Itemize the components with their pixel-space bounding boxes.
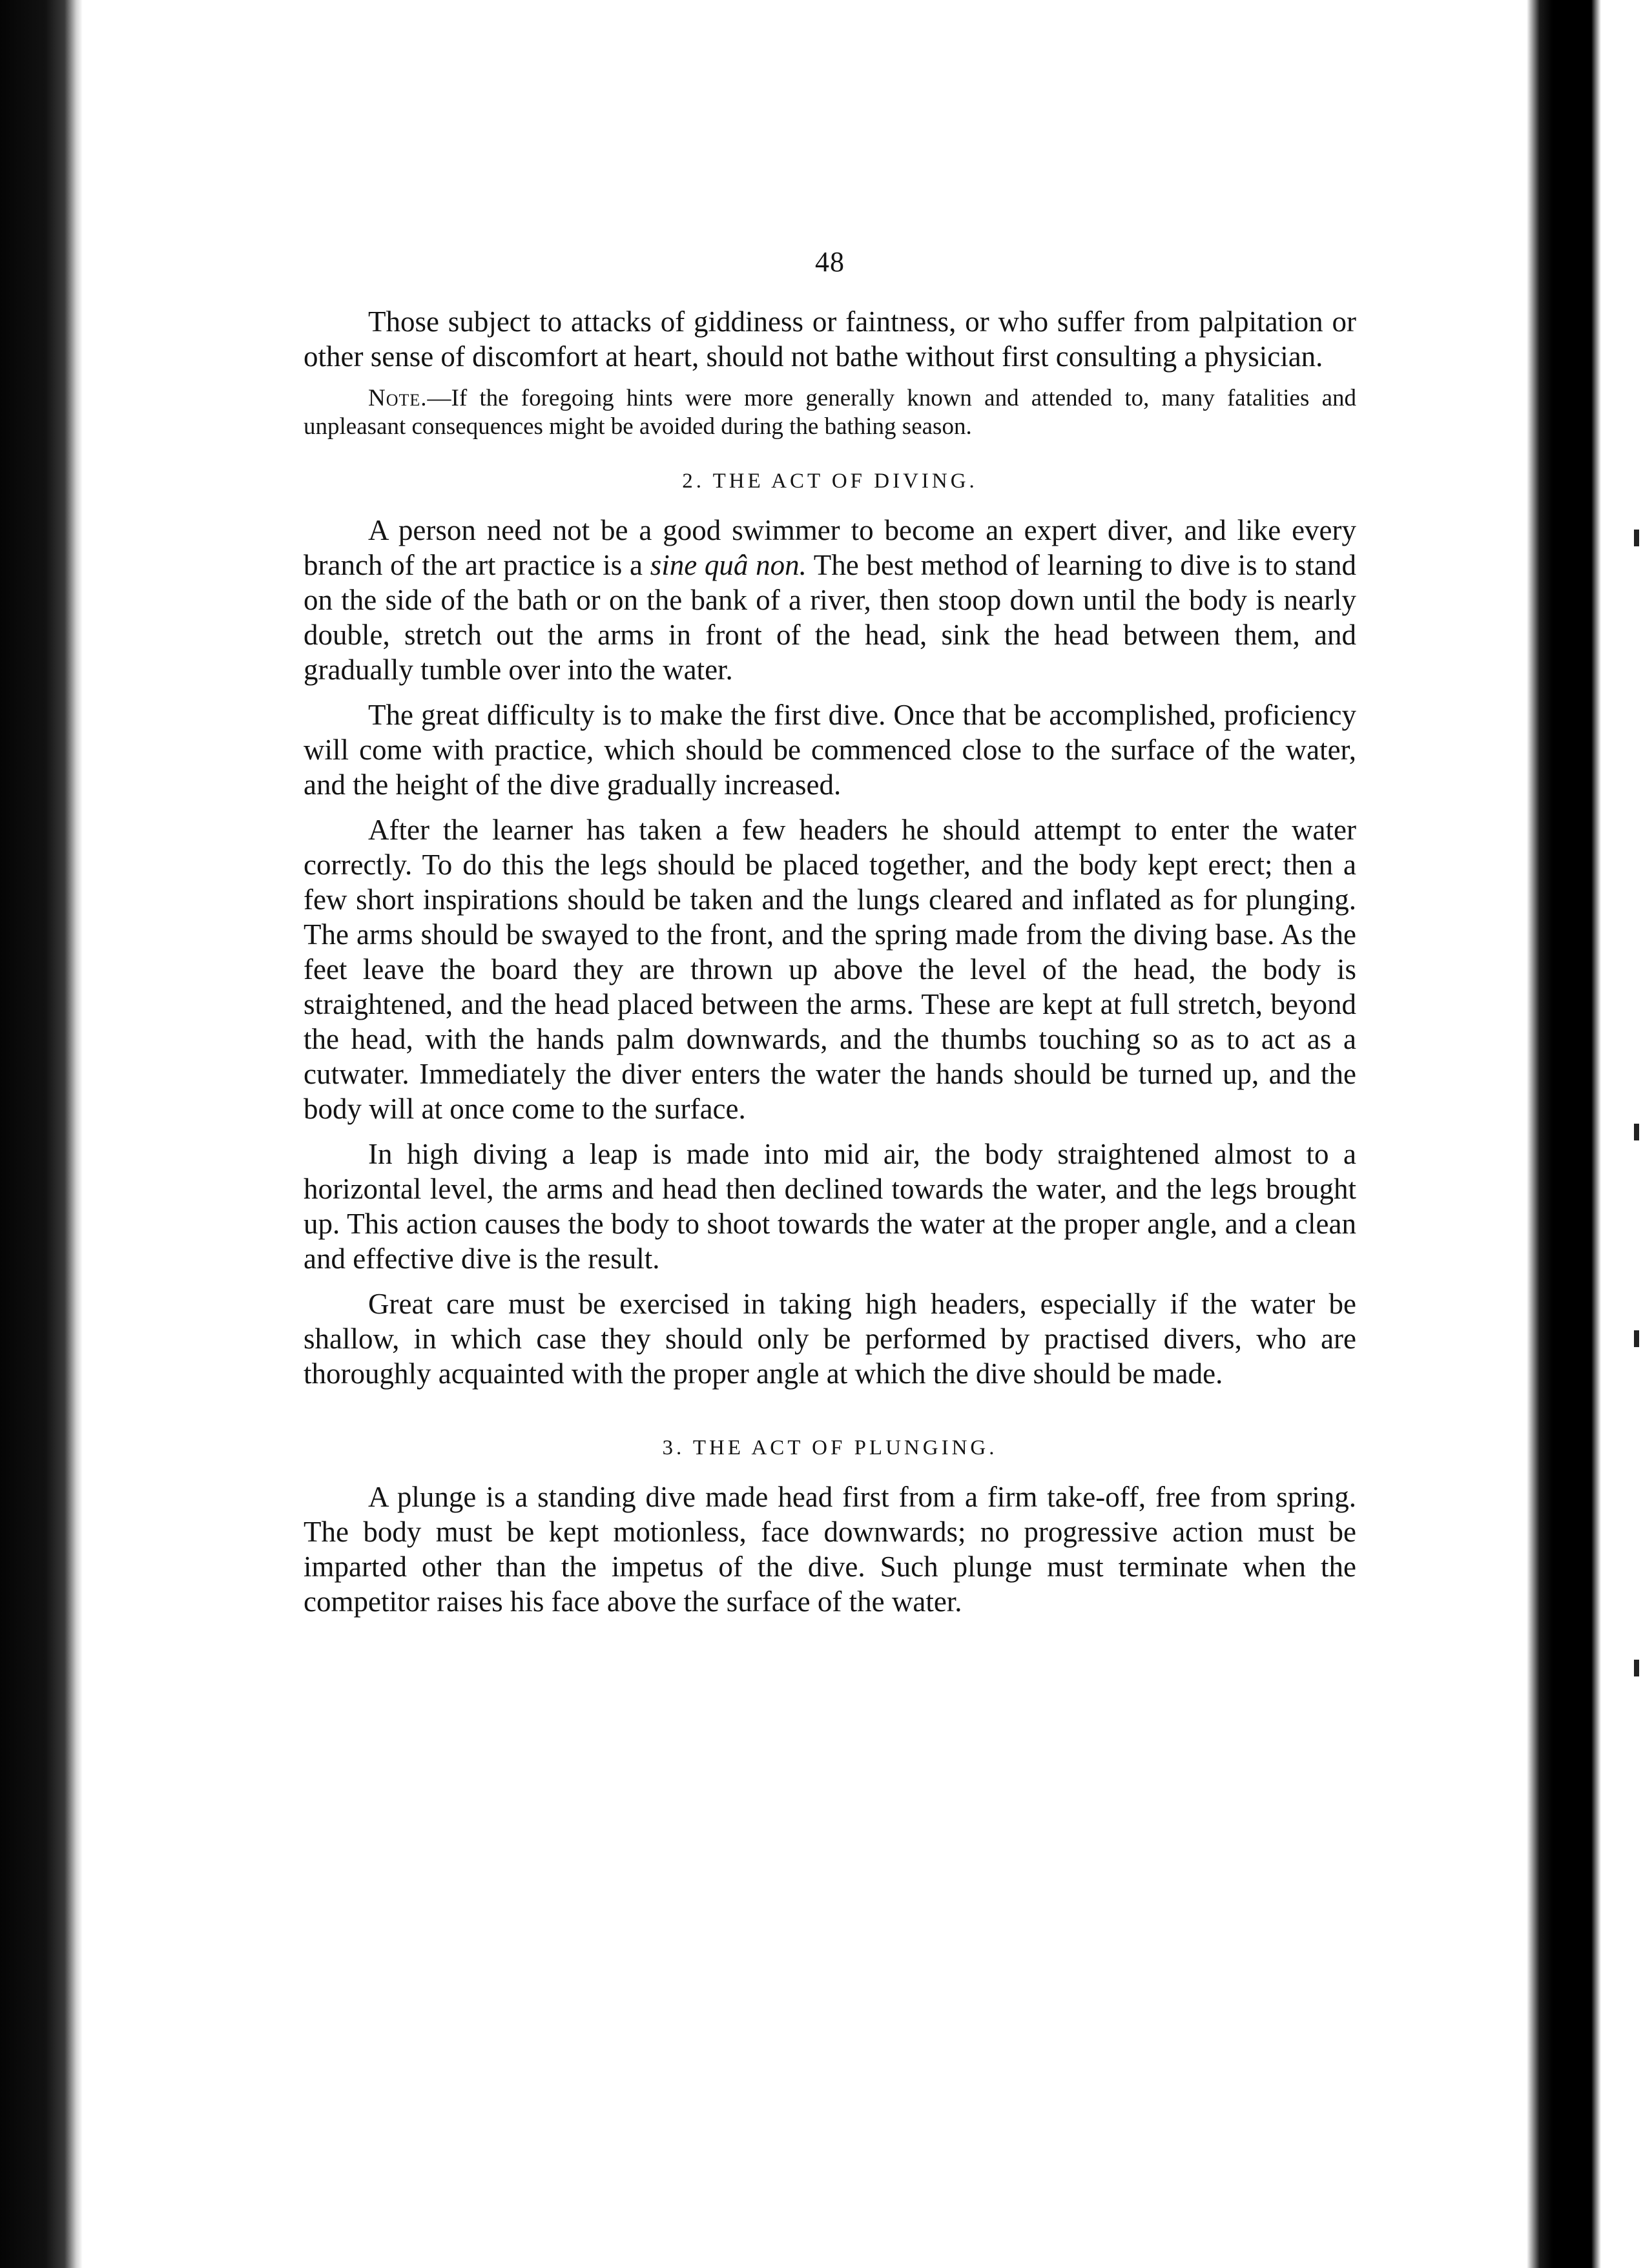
section-heading-diving: 2. THE ACT OF DIVING. <box>682 469 978 493</box>
scan-mark <box>1634 530 1639 546</box>
scan-right-border <box>1488 0 1643 2268</box>
scan-mark <box>1634 1660 1639 1676</box>
scan-mark <box>1634 1330 1639 1347</box>
scan-mark <box>1634 1124 1639 1140</box>
diving-paragraph-2: The great difficulty is to make the first dive. Once that be accomplished, proficiency will come with practice, which should be commenced close to the surface of the water, and the height of the dive gradually increased. <box>304 699 1356 801</box>
diving-p1-text-b: The best method of learning to dive is to stand on the side of the bath or on the bank of a river, then stoop down until the body is nearly double, stretch out the arms in front of the head, sink the head between them, and gradually tumble over into the water. <box>304 549 1357 686</box>
diving-p1-text-a: A person need not be a good swimmer to become an expert diver, and like every branch of the art practice is a <box>304 514 1356 581</box>
plunging-paragraph-1: A plunge is a standing dive made head first from a firm take-off, free from spring. The body must be kept motionless, face downwards; no progressive action must be imparted other than the impetus of the dive. Such plunge must terminate when the competitor raises his face above the surface of the water. <box>304 1481 1356 1618</box>
diving-paragraph-3: After the learner has taken a few headers he should attempt to enter the water correctly. To do this the legs should be placed together, and the body kept erect; then a few short inspirations should be taken and the lungs cleared and inflated as for plunging. The arms should be swayed to the front, and the spring made from the diving base. As the feet leave the board they are thrown up above the level of the head, the body is straightened, and the head placed between the arms. These are kept at full stretch, beyond the head, with the hands palm downwards, and the thumbs touching so as to act as a cutwater. Immediately the diver enters the water the hands should be turned up, and the body will at once come to the surface. <box>304 814 1356 1125</box>
diving-paragraph-5: Great care must be exercised in taking high headers, especially if the water be shallow, in which case they should only be performed by practised divers, who are thoroughly acquainted with the proper angle at which the dive should be made. <box>304 1288 1356 1390</box>
diving-paragraph-1 <box>304 513 1356 687</box>
diving-paragraph-4: In high diving a leap is made into mid air, the body straightened almost to a horizontal level, the arms and head then declined towards the water, and the legs brought up. This action causes the body to shoot towards the water at the proper angle, and a clean and effective dive is the result. <box>304 1138 1356 1275</box>
note-label: Note. <box>368 385 428 411</box>
note-paragraph <box>304 384 1356 441</box>
section-heading-plunging: 3. THE ACT OF PLUNGING. <box>662 1436 998 1459</box>
intro-paragraph: Those subject to attacks of giddiness or faintness, or who suffer from palpitation or other sense of discomfort at heart, should not bathe without first consulting a physician. <box>304 305 1356 373</box>
book-page <box>304 245 1356 1629</box>
page-number: 48 <box>815 246 845 278</box>
note-text: —If the foregoing hints were more generally known and attended to, many fatalities and unpleasant consequences might be avoided during the bathing season. <box>304 385 1356 440</box>
scan-left-border <box>0 0 83 2268</box>
latin-phrase: sine quâ non. <box>650 549 807 581</box>
